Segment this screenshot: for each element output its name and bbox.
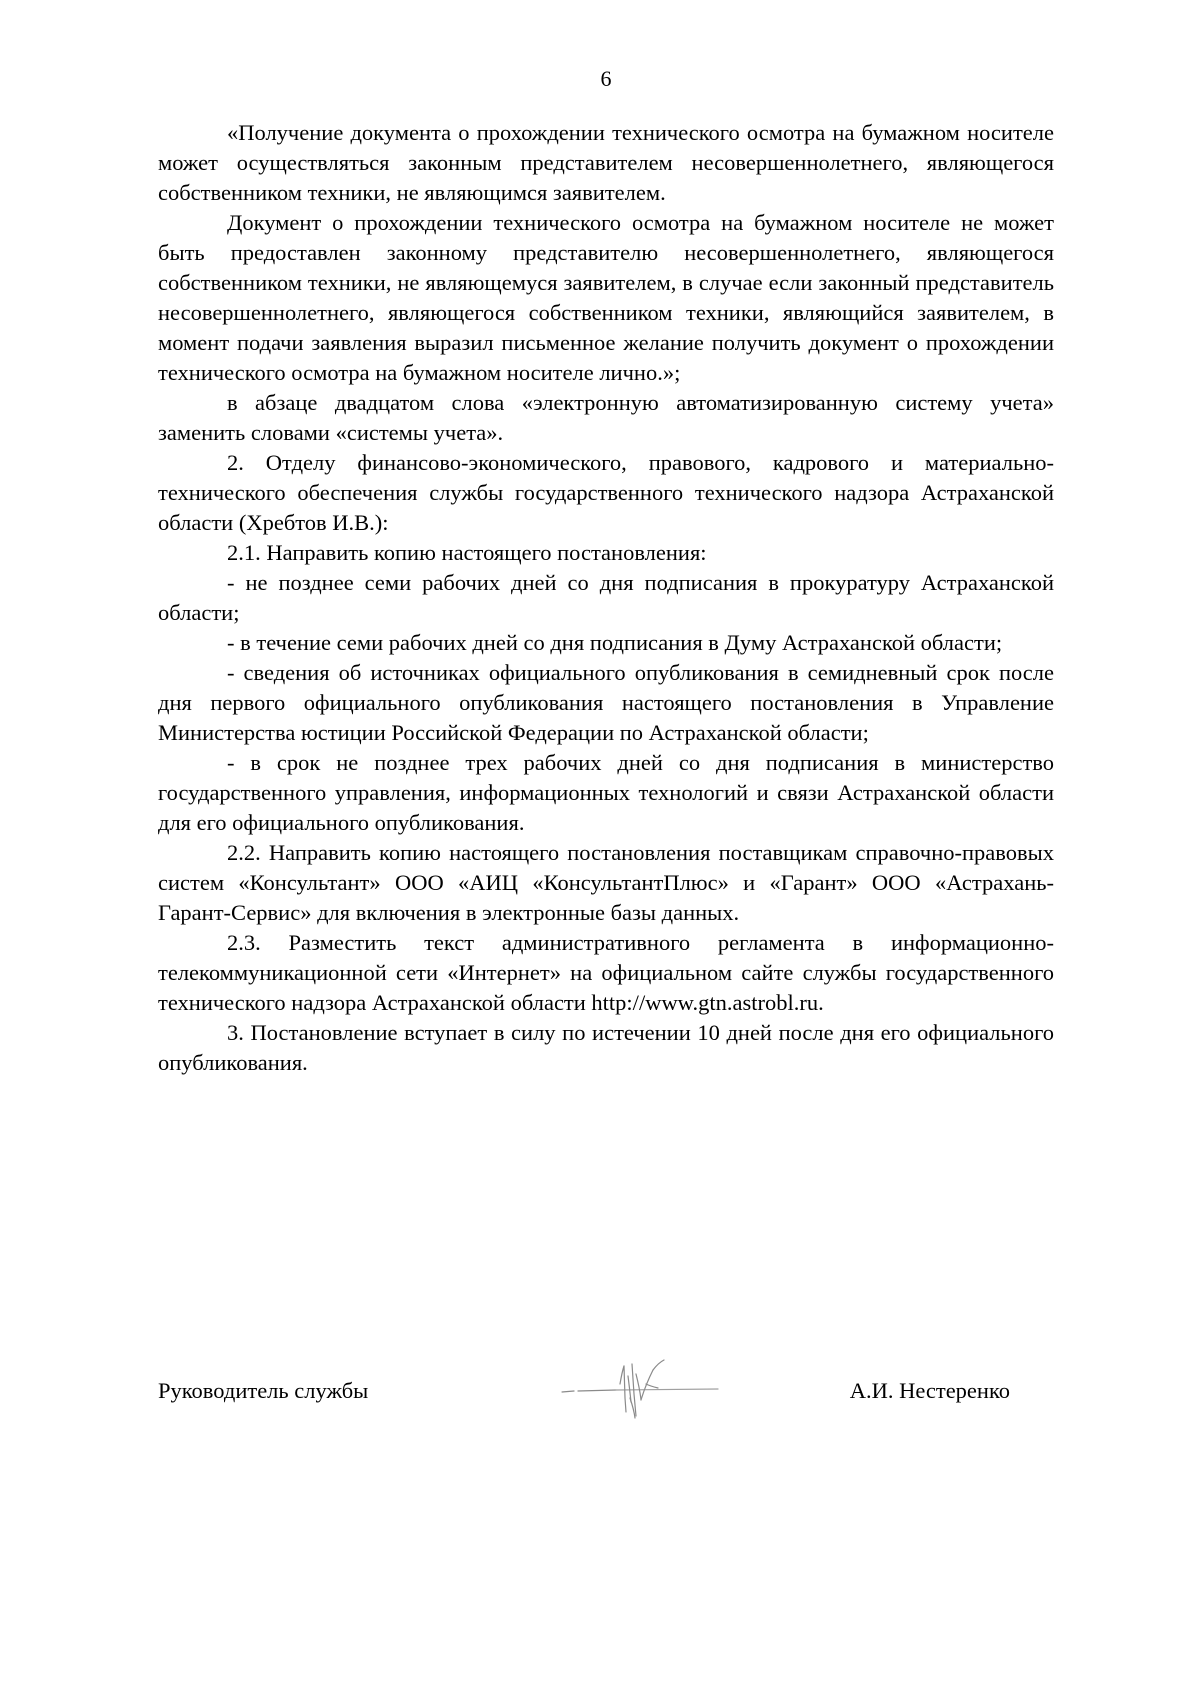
page-number: 6 [600, 66, 612, 91]
handwritten-signature [558, 1354, 723, 1429]
paragraph: 2.1. Направить копию настоящего постановления: [227, 540, 707, 565]
paragraph: - сведения об источниках официального опубликования в семидневный срок после дня первого официального опубликования настоящего постановления в Управление Министерства юстиции Российской Федерации по Астраханской области; [158, 660, 1054, 745]
signature-block [158, 1374, 1054, 1434]
paragraph: - в течение семи рабочих дней со дня подписания в Думу Астраханской области; [227, 630, 1003, 655]
paragraph: Документ о прохождении технического осмотра на бумажном носителе не может быть предоставлен законному представителю несовершеннолетнего, являющегося собственником техники, не являющемуся заявителем, в случае если законный представитель несовершеннолетнего, являющегося собственником техники, являющийся заявителем, в момент подачи заявления выразил письменное желание получить документ о прохождении технического осмотра на бумажном носителе лично.»; [158, 210, 1054, 385]
paragraph: 2.2. Направить копию настоящего постановления поставщикам справочно-правовых систем «Консультант» ООО «АИЦ «КонсультантПлюс» и «Гарант» ООО «Астрахань-Гарант-Сервис» для включения в электронные базы данных. [158, 840, 1054, 925]
paragraph: - не позднее семи рабочих дней со дня подписания в прокуратуру Астраханской области; [158, 570, 1054, 625]
paragraph: 2.3. Разместить текст административного регламента в информационно-телекоммуникационной сети «Интернет» на официальном сайте службы государственного технического надзора Астраханской области http://www.gtn.astrobl.ru. [158, 930, 1054, 1015]
paragraph: «Получение документа о прохождении технического осмотра на бумажном носителе может осуществляться законным представителем несовершеннолетнего, являющегося собственником техники, не являющимся заявителем. [158, 120, 1054, 205]
paragraph: 3. Постановление вступает в силу по истечении 10 дней после дня его официального опубликования. [158, 1020, 1054, 1075]
paragraph: 2. Отделу финансово-экономического, правового, кадрового и материально-технического обеспечения службы государственного технического надзора Астраханской области (Хребтов И.В.): [158, 450, 1054, 535]
signatory-title: Руководитель службы [158, 1378, 369, 1403]
paragraph: в абзаце двадцатом слова «электронную автоматизированную систему учета» заменить словами «системы учета». [158, 390, 1054, 445]
paragraph: - в срок не позднее трех рабочих дней со дня подписания в министерство государственного управления, информационных технологий и связи Астраханской области для его официального опубликования. [158, 750, 1054, 835]
document-body [158, 118, 1054, 1078]
signatory-name: А.И. Нестеренко [849, 1378, 1010, 1403]
